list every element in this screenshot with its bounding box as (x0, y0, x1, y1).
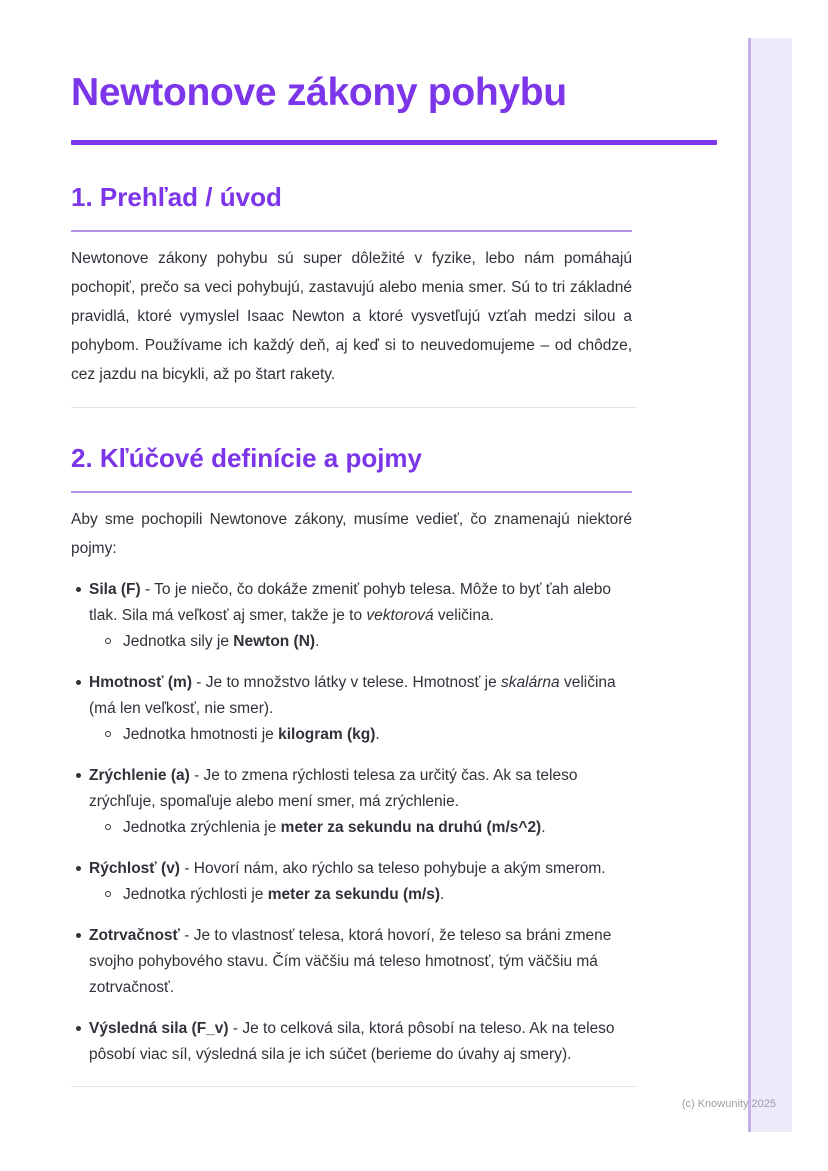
section-overview (71, 181, 632, 389)
list-item: Zrýchlenie (a) - Je to zmena rýchlosti telesa za určitý čas. Ak sa teleso zrýchľuje, spomaľuje alebo mení smer, má zrýchlenie. Jednotka zrýchlenia je meter za sekundu na druhú (m/s^2). (71, 763, 632, 841)
sub-list-item: Jednotka hmotnosti je kilogram (kg). (105, 722, 632, 748)
copyright-notice: (c) Knowunity 2025 (681, 1098, 776, 1110)
section-divider (71, 407, 637, 408)
sub-list (89, 629, 632, 655)
bottom-divider (71, 1086, 637, 1087)
section-heading-overview: 1. Prehľad / úvod (71, 181, 632, 232)
page-margin-stripe (748, 38, 792, 1132)
list-item: Hmotnosť (m) - Je to množstvo látky v telese. Hmotnosť je skalárna veličina (má len veľkosť, nie smer). Jednotka hmotnosti je kilogram (kg). (71, 670, 632, 748)
sub-list-item: Jednotka zrýchlenia je meter za sekundu na druhú (m/s^2). (105, 815, 632, 841)
definitions-list (71, 577, 632, 1068)
title-rule (71, 140, 717, 145)
document-content (71, 0, 632, 1087)
page-title: Newtonove zákony pohybu (71, 71, 567, 114)
overview-paragraph: Newtonove zákony pohybu sú super dôležité v fyzike, lebo nám pomáhajú pochopiť, prečo sa veci pohybujú, zastavujú alebo menia smer. Sú to tri základné pravidlá, ktoré vymyslel Isaac Newton a ktoré vysvetľujú vzťah medzi silou a pohybom. Používame ich každý deň, aj keď si to neuvedomujeme – od chôdze, cez jazdu na bicykli, až po štart rakety. (71, 250, 632, 383)
section-heading-definitions: 2. Kľúčové definície a pojmy (71, 442, 632, 493)
definitions-intro-paragraph: Aby sme pochopili Newtonove zákony, musíme vedieť, čo znamenajú niektoré pojmy: (71, 511, 632, 557)
section-definitions (71, 442, 632, 1068)
sub-list (89, 882, 632, 908)
sub-list-item: Jednotka sily je Newton (N). (105, 629, 632, 655)
sub-list (89, 722, 632, 748)
list-item: Výsledná sila (F_v) - Je to celková sila, ktorá pôsobí na teleso. Ak na teleso pôsobí viac síl, výsledná sila je ich súčet (berieme do úvahy aj smery). (71, 1016, 632, 1068)
list-item: Zotrvačnosť - Je to vlastnosť telesa, ktorá hovorí, že teleso sa bráni zmene svojho pohybového stavu. Čím väčšiu má teleso hmotnosť, tým väčšiu má zotrvačnosť. (71, 923, 632, 1001)
sub-list-item: Jednotka rýchlosti je meter za sekundu (m/s). (105, 882, 632, 908)
sub-list (89, 815, 632, 841)
list-item: Rýchlosť (v) - Hovorí nám, ako rýchlo sa teleso pohybuje a akým smerom. Jednotka rýchlosti je meter za sekundu (m/s). (71, 856, 632, 908)
list-item: Sila (F) - To je niečo, čo dokáže zmeniť pohyb telesa. Môže to byť ťah alebo tlak. Sila má veľkosť aj smer, takže je to vektorová veličina. Jednotka sily je Newton (N). (71, 577, 632, 655)
